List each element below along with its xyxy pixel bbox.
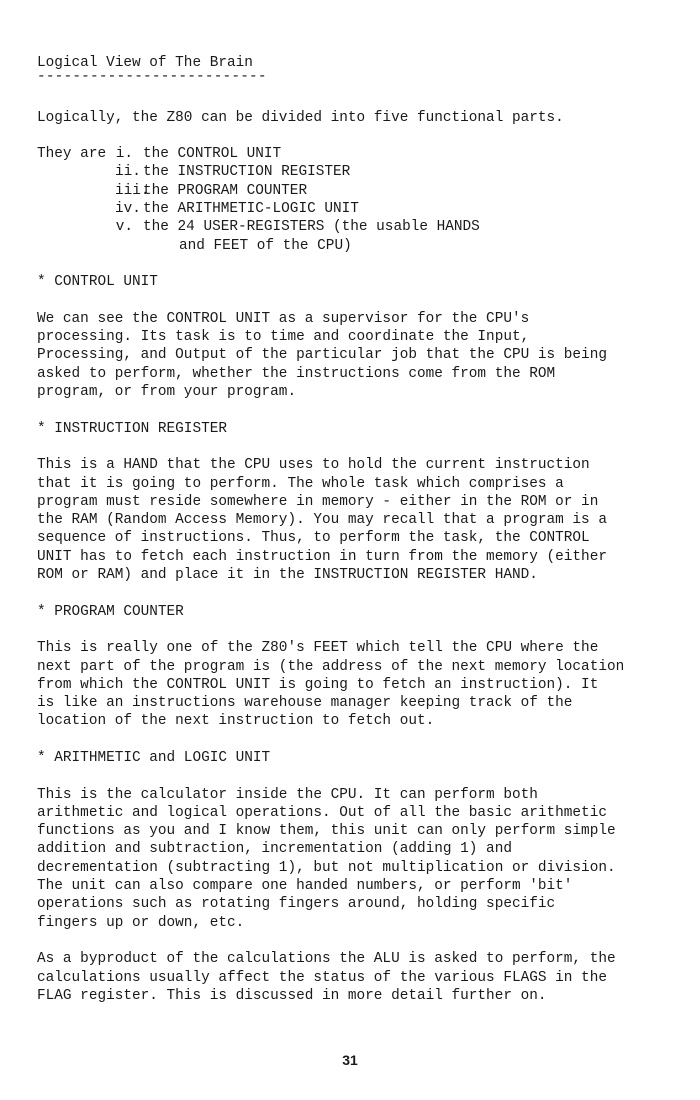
list-item-number: i. — [115, 146, 133, 163]
paragraph-line: This is a HAND that the CPU uses to hold the current instruction — [37, 457, 590, 474]
spacer — [37, 127, 677, 145]
paragraph-line: sequence of instructions. Thus, to perform the task, the CONTROL — [37, 530, 590, 547]
spacer — [37, 584, 677, 602]
paragraph-line: This is really one of the Z80's FEET which tell the CPU where the — [37, 640, 599, 657]
paragraph-line: calculations usually affect the status of the various FLAGS in the — [37, 969, 607, 986]
paragraph — [37, 310, 677, 401]
page-content — [37, 54, 677, 1023]
list-item-text: the ARITHMETIC-LOGIC UNIT — [143, 201, 359, 218]
list-item-continuation: and FEET of the CPU) — [179, 237, 352, 254]
spacer — [37, 1005, 677, 1023]
paragraph-line: arithmetic and logical operations. Out of all the basic arithmetic — [37, 804, 607, 821]
page-title: Logical View of The Brain — [37, 55, 253, 71]
paragraph-line: is like an instructions warehouse manager keeping track of the — [37, 695, 573, 712]
paragraph-line: Processing, and Output of the particular job that the CPU is being — [37, 347, 607, 364]
paragraph-line: As a byproduct of the calculations the ALU is asked to perform, the — [37, 951, 616, 968]
paragraph-line: fingers up or down, etc. — [37, 914, 245, 931]
list-item-number: v. — [115, 219, 133, 236]
paragraph — [37, 456, 677, 584]
section-heading: * ARITHMETIC and LOGIC UNIT — [37, 749, 271, 766]
list-item-number: iii. — [115, 182, 150, 199]
paragraph-line: ROM or RAM) and place it in the INSTRUCTION REGISTER HAND. — [37, 567, 538, 584]
paragraph-line: from which the CONTROL UNIT is going to fetch an instruction). It — [37, 676, 599, 693]
list-item-text: the INSTRUCTION REGISTER — [143, 164, 351, 181]
spacer — [37, 292, 677, 310]
section-heading: * PROGRAM COUNTER — [37, 603, 184, 620]
section-heading: * CONTROL UNIT — [37, 274, 158, 291]
spacer — [37, 90, 677, 108]
paragraph-line: decrementation (subtracting 1), but not multiplication or division. — [37, 859, 616, 876]
paragraph — [37, 786, 677, 932]
title-underline: -------------------------- — [37, 69, 267, 86]
paragraph — [37, 950, 677, 1005]
paragraph-line: asked to perform, whether the instructions come from the ROM — [37, 365, 556, 382]
paragraph-line: operations such as rotating fingers around, holding specific — [37, 896, 556, 913]
paragraph-line: UNIT has to fetch each instruction in turn from the memory (either — [37, 548, 607, 565]
sections-container — [37, 273, 677, 1023]
spacer — [37, 438, 677, 456]
spacer — [37, 731, 677, 749]
intro-text: Logically, the Z80 can be divided into five functional parts. — [37, 109, 564, 126]
paragraph-line: the RAM (Random Access Memory). You may recall that a program is a — [37, 512, 607, 529]
paragraph-line: FLAG register. This is discussed in more detail further on. — [37, 987, 547, 1004]
list-item-text: the 24 USER-REGISTERS (the usable HANDS — [143, 219, 480, 236]
paragraph-line: program, or from your program. — [37, 384, 297, 401]
paragraph — [37, 639, 677, 730]
spacer — [37, 255, 677, 273]
paragraph-line: location of the next instruction to fetch out. — [37, 713, 435, 730]
section-heading: * INSTRUCTION REGISTER — [37, 420, 227, 437]
paragraph-line: addition and subtraction, incrementation (adding 1) and — [37, 841, 512, 858]
list-item-text: the PROGRAM COUNTER — [143, 182, 308, 199]
list-item-number: ii. — [115, 164, 141, 181]
paragraph-line: This is the calculator inside the CPU. It can perform both — [37, 786, 538, 803]
spacer — [37, 401, 677, 419]
spacer — [37, 932, 677, 950]
list-item-number: iv. — [115, 201, 141, 218]
paragraph-line: functions as you and I know them, this unit can only perform simple — [37, 823, 616, 840]
spacer — [37, 767, 677, 785]
paragraph-line: processing. Its task is to time and coordinate the Input, — [37, 329, 530, 346]
paragraph-line: that it is going to perform. The whole task which comprises a — [37, 475, 564, 492]
parts-list — [37, 145, 677, 255]
parts-lead: They are — [37, 146, 107, 163]
paragraph-line: next part of the program is (the address of the next memory location — [37, 658, 625, 675]
spacer — [37, 621, 677, 639]
page-number: 31 — [342, 1052, 358, 1068]
paragraph-line: We can see the CONTROL UNIT as a supervisor for the CPU's — [37, 310, 530, 327]
paragraph-line: The unit can also compare one handed numbers, or perform 'bit' — [37, 878, 573, 895]
list-item-text: the CONTROL UNIT — [143, 146, 282, 163]
paragraph-line: program must reside somewhere in memory - either in the ROM or in — [37, 493, 599, 510]
